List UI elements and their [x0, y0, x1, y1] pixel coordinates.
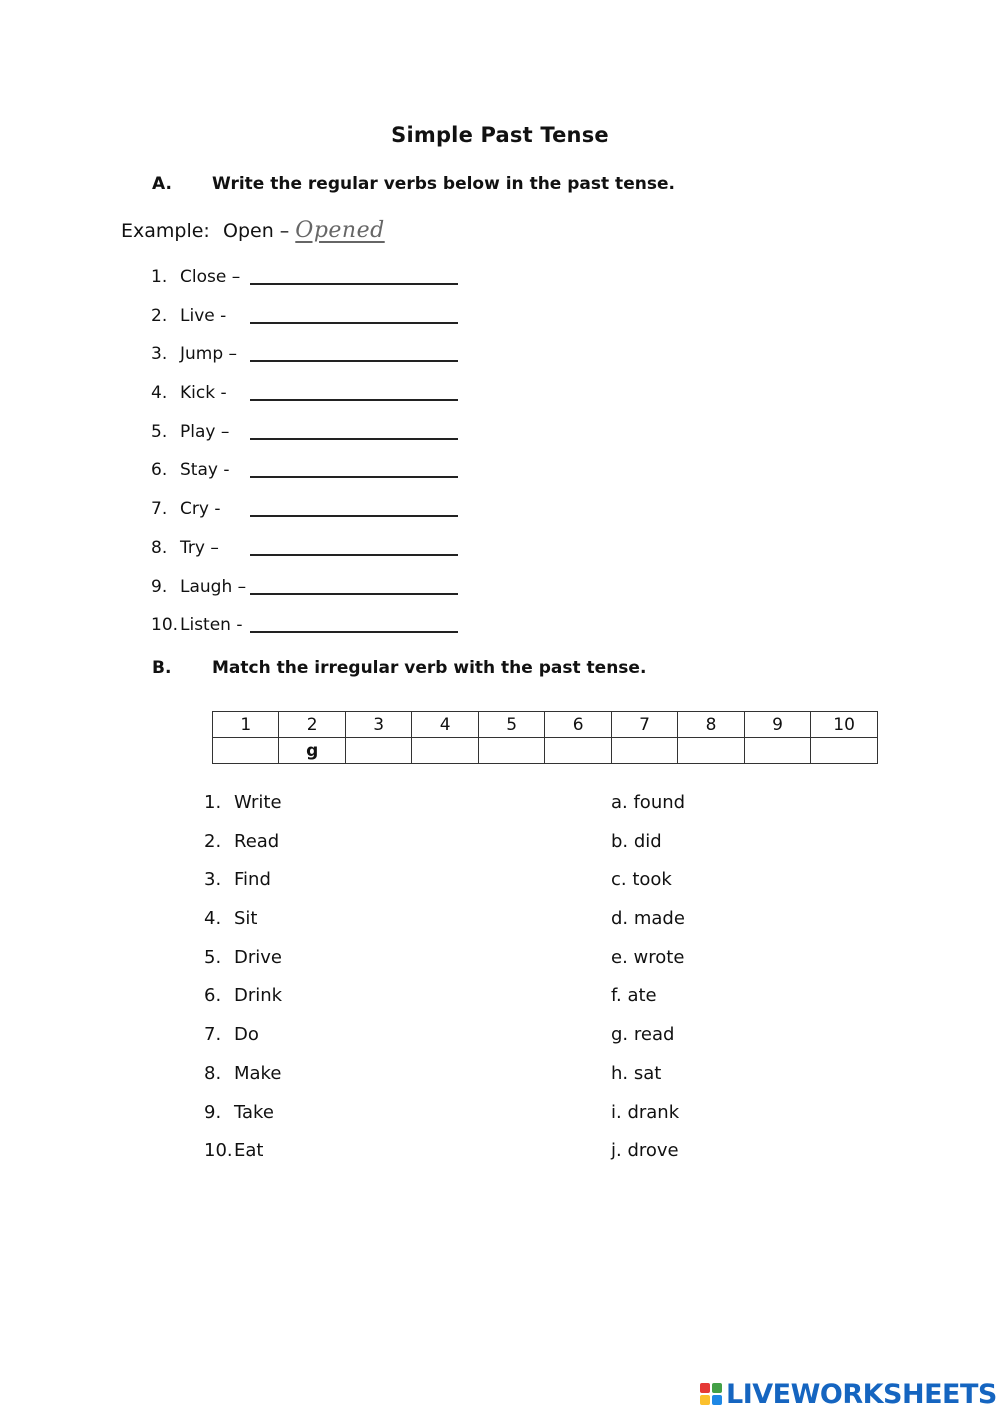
example-answer: Opened: [295, 218, 385, 243]
answer-grid-answer-row: [213, 738, 878, 764]
grid-answer-cell[interactable]: [213, 738, 279, 764]
item-number: 8.: [204, 1062, 222, 1084]
past-form-item: g. read: [611, 1024, 675, 1046]
grid-answer-cell[interactable]: [811, 738, 878, 764]
irregular-verb-item: [204, 831, 282, 870]
grid-header-cell: 3: [345, 712, 411, 738]
answer-grid-header-row: [213, 712, 878, 738]
verb-label: Read: [234, 830, 280, 852]
irregular-verb-item: [204, 1063, 282, 1102]
verb-label: Close –: [180, 267, 241, 287]
liveworksheets-logo: [700, 1378, 997, 1410]
regular-verb-item: [151, 499, 458, 538]
regular-verb-item: [151, 267, 458, 306]
grid-header-cell: 2: [279, 712, 346, 738]
item-number: 2.: [151, 305, 168, 326]
past-form-item: e. wrote: [611, 946, 685, 968]
verb-label: Live -: [180, 305, 227, 326]
regular-verb-item: [151, 460, 458, 499]
grid-header-cell: 1: [213, 712, 279, 738]
past-form-item: d. made: [611, 908, 685, 930]
section-a-instruction: Write the regular verbs below in the past tense.: [212, 174, 675, 194]
section-b-instruction: Match the irregular verb with the past tense.: [212, 658, 647, 678]
answer-blank[interactable]: [250, 422, 458, 440]
irregular-verb-item: [204, 985, 282, 1024]
answer-blank[interactable]: [250, 538, 458, 556]
verb-label: Cry -: [180, 499, 221, 520]
irregular-verb-item: [204, 792, 282, 831]
past-form-item: f. ate: [611, 985, 657, 1007]
item-number: 5.: [151, 421, 168, 442]
verb-label: Jump –: [180, 344, 238, 365]
grid-answer-cell[interactable]: [345, 738, 411, 764]
grid-header-cell: 9: [744, 712, 810, 738]
regular-verb-item: [151, 422, 458, 461]
verb-label: Drive: [234, 946, 282, 968]
past-form-item: j. drove: [611, 1140, 679, 1162]
grid-header-cell: 10: [811, 712, 878, 738]
grid-answer-cell[interactable]: [545, 738, 611, 764]
verb-label: Make: [234, 1062, 282, 1084]
grid-header-cell: 8: [678, 712, 744, 738]
answer-blank[interactable]: [250, 615, 458, 633]
section-b-heading: [152, 658, 646, 678]
grid-header-cell: 7: [611, 712, 677, 738]
example-prompt: Open –: [223, 220, 290, 242]
logo-text: LIVEWORKSHEETS: [726, 1378, 997, 1410]
verb-label: Sit: [234, 908, 258, 930]
answer-blank[interactable]: [250, 499, 458, 517]
answer-blank[interactable]: [250, 344, 458, 362]
item-number: 3.: [204, 869, 222, 891]
irregular-verb-item: [204, 1140, 282, 1179]
logo-mark-icon: [700, 1383, 722, 1405]
section-a-heading: [152, 174, 675, 194]
regular-verb-item: [151, 306, 458, 345]
regular-verb-item: [151, 615, 458, 654]
regular-verb-list: [151, 267, 458, 654]
grid-header-cell: 6: [545, 712, 611, 738]
grid-header-cell: 5: [478, 712, 544, 738]
item-number: 7.: [204, 1024, 222, 1046]
verb-label: Kick -: [180, 383, 227, 404]
example-label: Example:: [121, 220, 210, 242]
verb-label: Do: [234, 1024, 259, 1046]
answer-blank[interactable]: [250, 460, 458, 478]
item-number: 9.: [151, 576, 168, 597]
verb-label: Eat: [234, 1140, 264, 1162]
item-number: 6.: [204, 985, 222, 1007]
verb-label: Write: [234, 792, 282, 813]
logo-square-icon: [712, 1395, 722, 1405]
grid-answer-cell[interactable]: [678, 738, 744, 764]
regular-verb-item: [151, 577, 458, 616]
grid-answer-cell[interactable]: g: [279, 738, 346, 764]
item-number: 7.: [151, 499, 168, 520]
grid-answer-cell[interactable]: [611, 738, 677, 764]
section-b-letter: B.: [152, 658, 172, 678]
past-form-item: b. did: [611, 830, 662, 852]
past-form-item: i. drank: [611, 1101, 680, 1123]
verb-label: Play –: [180, 421, 230, 442]
past-form-item: c. took: [611, 869, 672, 891]
item-number: 4.: [204, 908, 222, 930]
section-a-letter: A.: [152, 174, 172, 194]
irregular-verb-item: [204, 869, 282, 908]
answer-blank[interactable]: [250, 577, 458, 595]
item-number: 9.: [204, 1101, 222, 1123]
grid-answer-cell[interactable]: [412, 738, 478, 764]
grid-header-cell: 4: [412, 712, 478, 738]
item-number: 5.: [204, 946, 222, 968]
regular-verb-item: [151, 344, 458, 383]
item-number: 1.: [151, 267, 168, 287]
irregular-verb-item: [204, 908, 282, 947]
logo-square-icon: [700, 1395, 710, 1405]
answer-blank[interactable]: [250, 306, 458, 324]
regular-verb-item: [151, 383, 458, 422]
answer-blank[interactable]: [250, 383, 458, 401]
item-number: 10.: [204, 1140, 233, 1162]
irregular-verb-item: [204, 1102, 282, 1141]
item-number: 4.: [151, 383, 168, 404]
past-form-item: a. found: [611, 792, 686, 813]
verb-label: Find: [234, 869, 271, 891]
logo-square-icon: [712, 1383, 722, 1393]
item-number: 3.: [151, 344, 168, 365]
irregular-verb-list: [204, 792, 282, 1179]
item-number: 1.: [204, 792, 222, 813]
verb-label: Laugh –: [180, 576, 247, 597]
irregular-verb-item: [204, 947, 282, 986]
grid-answer-cell[interactable]: [478, 738, 544, 764]
grid-answer-cell[interactable]: [744, 738, 810, 764]
example-row: [121, 218, 385, 243]
page-title: Simple Past Tense: [391, 123, 609, 147]
verb-label: Listen -: [180, 615, 243, 636]
irregular-verb-item: [204, 1024, 282, 1063]
regular-verb-item: [151, 538, 458, 577]
past-form-item: h. sat: [611, 1062, 662, 1084]
item-number: 6.: [151, 460, 168, 481]
item-number: 8.: [151, 537, 168, 558]
past-form-list: [611, 792, 685, 1179]
logo-square-icon: [700, 1383, 710, 1393]
verb-label: Drink: [234, 985, 283, 1007]
answer-grid: [212, 711, 878, 764]
item-number: 2.: [204, 830, 222, 852]
verb-label: Take: [234, 1101, 274, 1123]
answer-blank[interactable]: [250, 267, 458, 285]
verb-label: Try –: [180, 537, 219, 558]
item-number: 10.: [151, 615, 179, 636]
verb-label: Stay -: [180, 460, 230, 481]
